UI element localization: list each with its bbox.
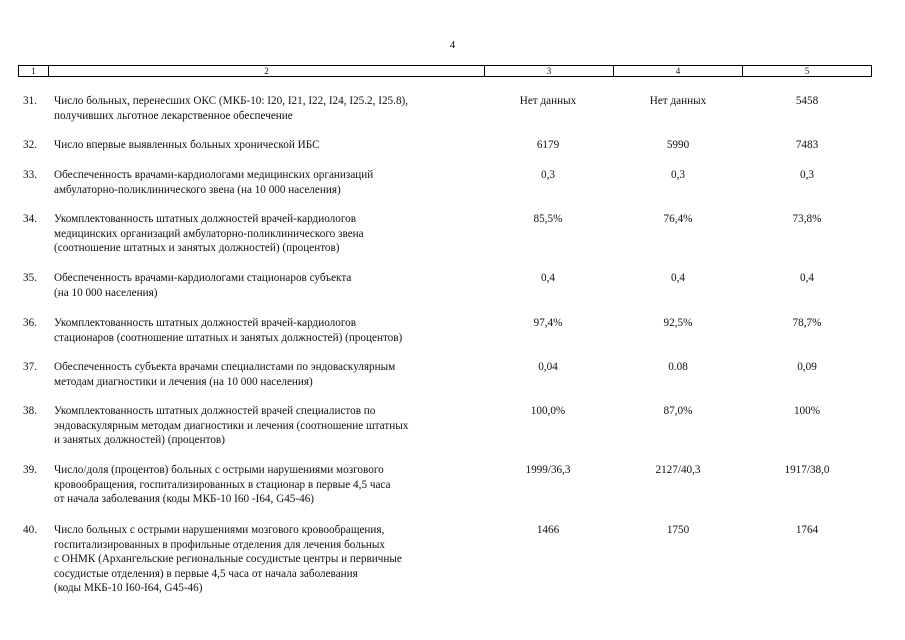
row-value-col-5: 1764 bbox=[795, 524, 819, 536]
row-text: Укомплектованность штатных должностей врачей специалистов по эндоваскулярным методам диагностики и лечения (соотношение штатных и занятых должностей) (процентов) bbox=[54, 405, 409, 447]
row-value-col-3: 97,4% bbox=[533, 317, 563, 329]
row-value-col-3: Нет данных bbox=[519, 95, 577, 107]
row-value-col-4: 0,3 bbox=[671, 169, 685, 181]
header-col-2: 2 bbox=[49, 66, 485, 76]
row-value-col-3: 6179 bbox=[536, 139, 560, 151]
row-number: 38. bbox=[23, 405, 37, 417]
page-number: 4 bbox=[449, 39, 456, 51]
row-value-col-5: 0,3 bbox=[800, 169, 814, 181]
row-value-col-5: 5458 bbox=[795, 95, 819, 107]
header-col-5: 5 bbox=[804, 66, 810, 76]
row-value-col-5: 73,8% bbox=[792, 213, 822, 225]
row-value-col-5: 0,09 bbox=[797, 361, 817, 373]
row-value-col-3: 1466 bbox=[536, 524, 560, 536]
row-value-col-3: 0,04 bbox=[538, 361, 558, 373]
row-value-col-4: 0.08 bbox=[668, 361, 688, 373]
header-col-3: 3 bbox=[485, 66, 614, 76]
row-value-col-4: 92,5% bbox=[663, 317, 693, 329]
row-number: 39. bbox=[23, 464, 37, 476]
row-value-col-4: 87,0% bbox=[663, 405, 693, 417]
row-number: 35. bbox=[23, 272, 37, 284]
row-value-col-3: 85,5% bbox=[533, 213, 563, 225]
row-value-col-5: 7483 bbox=[795, 139, 819, 151]
row-value-col-4: 5990 bbox=[666, 139, 690, 151]
row-value-col-4: 2127/40,3 bbox=[655, 464, 701, 476]
row-number: 37. bbox=[23, 361, 37, 373]
row-text: Укомплектованность штатных должностей врачей-кардиологов стационаров (соотношение штатных и занятых должностей) (процентов) bbox=[54, 317, 403, 344]
row-value-col-5: 1917/38,0 bbox=[784, 464, 830, 476]
row-number: 32. bbox=[23, 139, 37, 151]
row-value-col-4: Нет данных bbox=[649, 95, 707, 107]
row-text: Число впервые выявленных больных хронической ИБС bbox=[54, 139, 320, 151]
header-col-4: 4 bbox=[614, 66, 743, 76]
row-value-col-5: 78,7% bbox=[792, 317, 822, 329]
table-header bbox=[18, 65, 872, 77]
row-number: 40. bbox=[23, 524, 37, 536]
row-value-col-4: 1750 bbox=[666, 524, 690, 536]
row-number: 31. bbox=[23, 95, 37, 107]
row-value-col-3: 0,4 bbox=[541, 272, 555, 284]
row-value-col-3: 0,3 bbox=[541, 169, 555, 181]
row-value-col-5: 100% bbox=[793, 405, 821, 417]
row-value-col-3: 1999/36,3 bbox=[525, 464, 571, 476]
row-value-col-4: 76,4% bbox=[663, 213, 693, 225]
header-col-1: 1 bbox=[19, 66, 49, 76]
row-text: Число больных, перенесших ОКС (МКБ-10: I20, I21, I22, I24, I25.2, I25.8), получивших льготное лекарственное обеспечение bbox=[54, 95, 409, 122]
row-value-col-3: 100,0% bbox=[530, 405, 566, 417]
row-text: Число больных с острыми нарушениями мозгового кровообращения, госпитализированных в профильные отделения для лечения больных с ОНМК (Архангельские региональные сосудистые центры и первичные сосудистые отделения) в первые 4,5 часа от начала заболевания (коды МКБ-10 I60-I64, G45-46) bbox=[54, 524, 402, 595]
row-text: Обеспеченность врачами-кардиологами медицинских организаций амбулаторно-поликлинического звена (на 10 000 населения) bbox=[54, 169, 374, 196]
row-value-col-4: 0,4 bbox=[671, 272, 685, 284]
row-number: 36. bbox=[23, 317, 37, 329]
row-text: Укомплектованность штатных должностей врачей-кардиологов медицинских организаций амбулаторно-поликлинического звена (соотношение штатных и занятых должностей) (процентов) bbox=[54, 213, 364, 255]
row-number: 34. bbox=[23, 213, 37, 225]
row-number: 33. bbox=[23, 169, 37, 181]
row-text: Обеспеченность субъекта врачами специалистами по эндоваскулярным методам диагностики и лечения (на 10 000 населения) bbox=[54, 361, 396, 388]
row-text: Обеспеченность врачами-кардиологами стационаров субъекта (на 10 000 населения) bbox=[54, 272, 352, 299]
row-value-col-5: 0,4 bbox=[800, 272, 814, 284]
row-text: Число/доля (процентов) больных с острыми нарушениями мозгового кровообращения, госпитализированных в стационар в первые 4,5 часа от начала заболевания (коды МКБ-10 I60 -I64, G45-46) bbox=[54, 464, 391, 506]
